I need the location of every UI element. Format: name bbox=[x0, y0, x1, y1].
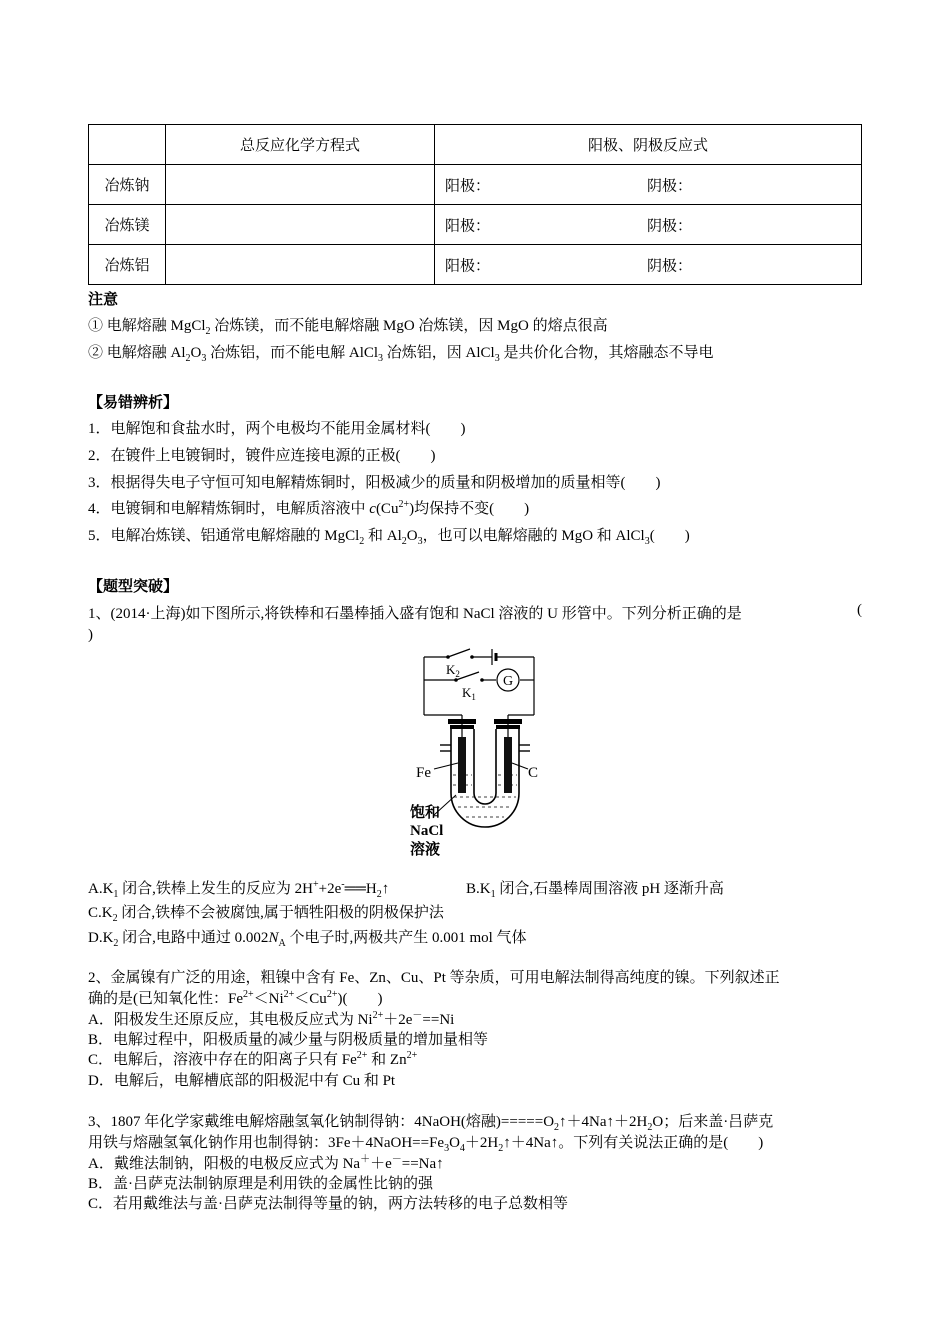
galvanometer-label: G bbox=[502, 674, 514, 689]
anode-label: 阳极： bbox=[445, 258, 491, 274]
q1-option-d: $D.K_2$ 闭合,电路中通过 $0.002N_A$ 个电子时,两极共产生 0.001 mol 气体 bbox=[88, 930, 527, 949]
error-item-3: 3．根据得失电子守恒可知电解精炼铜时，阳极减少的质量和阴极增加的质量相等( ) bbox=[88, 475, 661, 491]
q2-option-c: C．电解后，溶液中存在的阳离子只有 $Fe^{2+}$ 和 $Zn^{2+}$ bbox=[88, 1050, 418, 1068]
row-label: 冶炼钠 bbox=[89, 165, 166, 205]
error-item-2: 2．在镀件上电镀铜时，镀件应连接电源的正极( ) bbox=[88, 448, 436, 464]
equation-cell bbox=[166, 165, 435, 205]
q2-option-a: A．阳极发生还原反应，其电极反应式为 $Ni^{2+}+2e^-==Ni$ bbox=[88, 1010, 455, 1028]
iron-rod bbox=[458, 737, 466, 793]
table-header-cell: 总反应化学方程式 bbox=[166, 125, 435, 165]
equation-cell bbox=[166, 205, 435, 245]
c-label: C bbox=[528, 765, 539, 781]
note-title: 注意 bbox=[88, 292, 119, 308]
q3-option-b: B．盖·吕萨克法制钠原理是利用铁的金属性比钠的强 bbox=[88, 1176, 434, 1192]
cathode-label: 阴极： bbox=[647, 258, 693, 274]
electrolysis-table bbox=[88, 124, 862, 285]
row-label: 冶炼镁 bbox=[89, 205, 166, 245]
svg-text:K2: $K_2$ bbox=[446, 662, 460, 679]
q1-paren-close: ) bbox=[88, 627, 93, 643]
q3-stem-line-1: 3、1807 年化学家戴维电解熔融氢氧化钠制得钠：4NaOH(熔融)$=====O_2↑+4Na↑+2H_2O$；后来盖·吕萨克 bbox=[88, 1114, 774, 1133]
q1-option-b: $B.K_1$ 闭合,石墨棒周围溶液 pH 逐渐升高 bbox=[466, 881, 724, 900]
error-item-5: 5．电解冶炼镁、铝通常电解熔融的 MgCl$_2$ 和 $Al_2O_3$，也可以电解熔融的 MgO 和 AlCl$_3$( ) bbox=[88, 528, 690, 547]
solution-label-2: NaCl bbox=[410, 823, 444, 839]
solution-label-3: 溶液 bbox=[410, 842, 441, 858]
k1-label: K bbox=[462, 685, 472, 700]
stopper-right bbox=[494, 719, 522, 724]
q2-option-d: D．电解后，电解槽底部的阳极泥中有 Cu 和 Pt bbox=[88, 1073, 396, 1089]
breakthrough-title: 【题型突破】 bbox=[88, 579, 179, 595]
svg-text:K1: $K_1$ bbox=[462, 685, 476, 702]
note-line-1: ① 电解熔融 MgCl$_2$ 冶炼镁，而不能电解熔融 MgO 冶炼镁，因 MgO 的熔点很高 bbox=[88, 318, 608, 337]
table-header-cell bbox=[89, 125, 166, 165]
q1-option-c: $C.K_2$ 闭合,铁棒不会被腐蚀,属于牺牲阳极的阴极保护法 bbox=[88, 905, 444, 924]
stopper-left bbox=[448, 719, 476, 724]
q3-option-c: C．若用戴维法与盖·吕萨克法制得等量的钠，两方法转移的电子总数相等 bbox=[88, 1196, 569, 1212]
anode-label: 阳极： bbox=[445, 178, 491, 194]
equation-cell bbox=[166, 245, 435, 285]
cathode-label: 阴极： bbox=[647, 218, 693, 234]
solution-label-1: 饱和 bbox=[410, 805, 441, 821]
row-label: 冶炼铝 bbox=[89, 245, 166, 285]
k2-label: K bbox=[446, 662, 456, 677]
graphite-rod bbox=[504, 737, 512, 793]
q3-stem-line-2: 用铁与熔融氢氧化钠作用也制得钠：$3Fe+4NaOH==Fe_3O_4+2H_2↑+4Na↑$。下列有关说法正确的是( ) bbox=[88, 1135, 764, 1154]
fe-label: Fe bbox=[416, 765, 431, 781]
q1-option-a: $A.K_1$ 闭合,铁棒上发生的反应为 $2H^++2e^-══H_2↑$ bbox=[88, 879, 390, 900]
note-line-2: ② 电解熔融 $Al_2O_3$ 冶炼铝，而不能电解 AlCl$_3$ 冶炼铝，因 AlCl$_3$ 是共价化合物，其熔融态不导电 bbox=[88, 345, 714, 364]
switch-k2 bbox=[448, 649, 470, 657]
q2-stem-line-1: 2、金属镍有广泛的用途，粗镍中含有 Fe、Zn、Cu、Pt 等杂质，可用电解法制得高纯度的镍。下列叙述正 bbox=[88, 970, 780, 986]
error-item-4: 4．电镀铜和电解精炼铜时，电解质溶液中 $c(Cu^{2+})$均保持不变( ) bbox=[88, 499, 530, 517]
table-row bbox=[89, 245, 862, 285]
cathode-label: 阴极： bbox=[647, 178, 693, 194]
anode-label: 阳极： bbox=[445, 218, 491, 234]
table-header-cell: 阳极、阴极反应式 bbox=[435, 125, 862, 165]
table-row bbox=[89, 165, 862, 205]
q1-paren-open: ( bbox=[857, 602, 862, 618]
u-tube-electrolysis-figure bbox=[404, 645, 548, 861]
q3-option-a: A．戴维法制钠，阳极的电极反应式为 Na＋＋e－==Na↑ bbox=[88, 1154, 444, 1172]
electrode-cell bbox=[435, 165, 862, 205]
q1-stem: 1、(2014·上海)如下图所示,将铁棒和石墨棒插入盛有饱和 NaCl 溶液的 U 形管中。下列分析正确的是 bbox=[88, 606, 742, 622]
electrode-cell bbox=[435, 245, 862, 285]
errors-title: 【易错辨析】 bbox=[88, 395, 179, 411]
electrode-cell bbox=[435, 205, 862, 245]
table-row bbox=[89, 205, 862, 245]
table-header-row bbox=[89, 125, 862, 165]
q2-stem-line-2: 确的是(已知氧化性：$Fe^{2+}<Ni^{2+}<Cu^{2+}$)( ) bbox=[88, 989, 383, 1007]
error-item-1: 1．电解饱和食盐水时，两个电极均不能用金属材料( ) bbox=[88, 421, 466, 437]
q2-option-b: B．电解过程中，阳极质量的减少量与阴极质量的增加量相等 bbox=[88, 1032, 489, 1048]
